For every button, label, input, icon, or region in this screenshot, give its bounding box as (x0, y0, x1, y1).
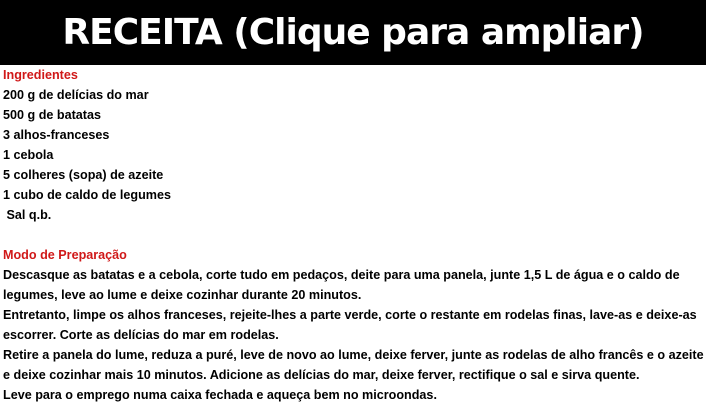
preparation-step: Descasque as batatas e a cebola, corte tudo em pedaços, deite para uma panela, junte 1,5 L de água e o caldo de legumes, leve ao lume e deixe cozinhar durante 20 minutos. (3, 268, 680, 302)
ingredient-item: Sal q.b. (3, 208, 52, 222)
recipe-title: RECEITA (Clique para ampliar) (62, 11, 644, 53)
recipe-title-banner[interactable] (0, 0, 706, 65)
ingredient-item: 1 cubo de caldo de legumes (3, 188, 171, 202)
ingredient-item: 3 alhos-franceses (3, 128, 110, 142)
ingredient-item: 200 g de delícias do mar (3, 88, 149, 102)
recipe-content (3, 65, 706, 405)
ingredient-item: 5 colheres (sopa) de azeite (3, 168, 164, 182)
ingredients-list (3, 85, 706, 225)
preparation-step: Leve para o emprego numa caixa fechada e aqueça bem no microondas. (3, 388, 437, 402)
preparation-step: Entretanto, limpe os alhos franceses, rejeite-lhes a parte verde, corte o restante em rodelas finas, lave-as e deixe-as escorrer. Corte as delícias do mar em rodelas. (3, 308, 697, 342)
preparation-heading: Modo de Preparação (3, 248, 127, 262)
section-spacer (3, 225, 706, 245)
ingredient-item: 500 g de batatas (3, 108, 101, 122)
preparation-step: Retire a panela do lume, reduza a puré, leve de novo ao lume, deixe ferver, junte as rodelas de alho francês e o azeite e deixe cozinhar mais 10 minutos. Adicione as delícias do mar, deixe ferver, rectifique o sal e sirva quente. (3, 348, 704, 382)
ingredients-heading: Ingredientes (3, 68, 78, 82)
ingredient-item: 1 cebola (3, 148, 54, 162)
